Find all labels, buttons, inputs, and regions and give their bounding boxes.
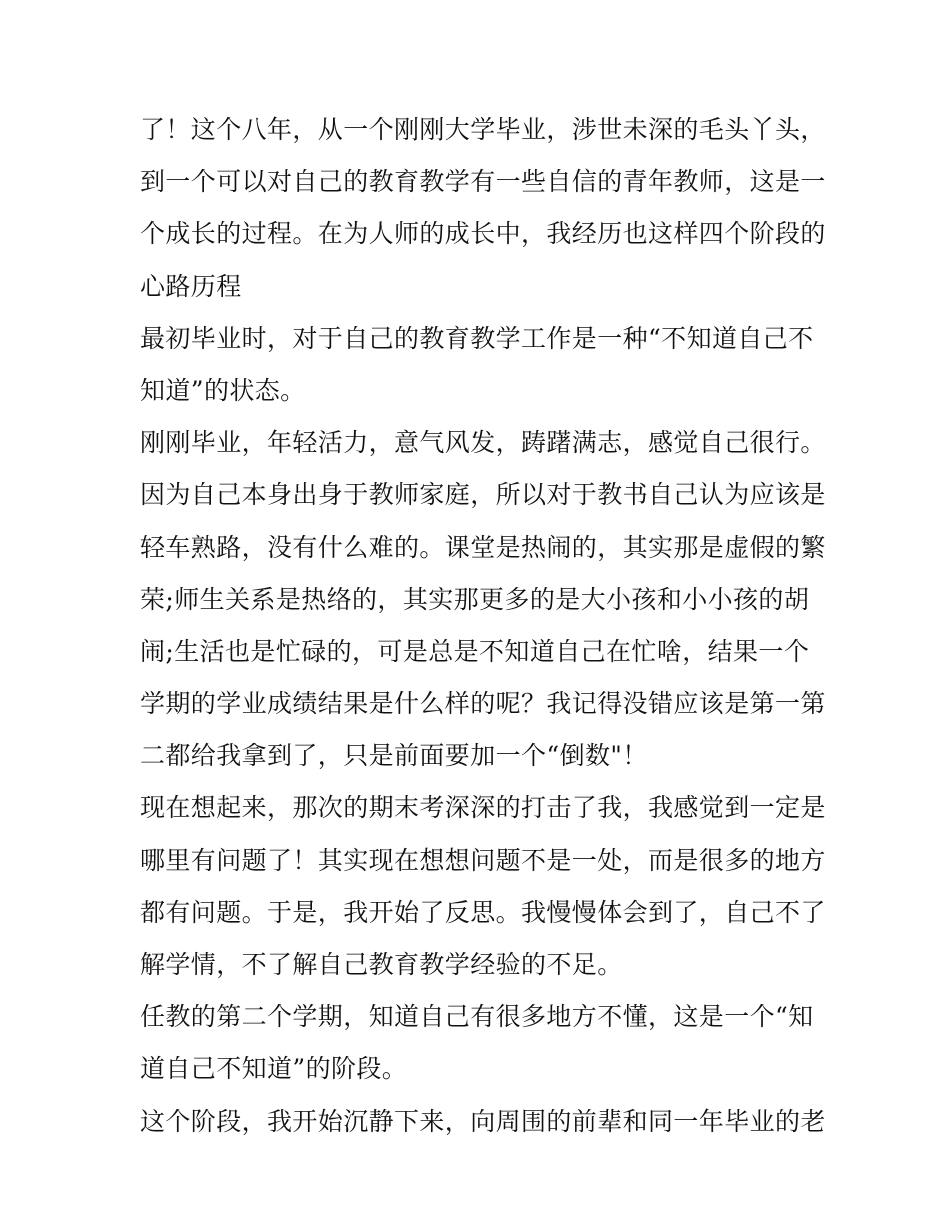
text-line: 闹;生活也是忙碌的，可是总是不知道自己在忙啥，结果一个 bbox=[140, 636, 810, 666]
text-line: 刚刚毕业，年轻活力，意气风发，踌躇满志，感觉自己很行。 bbox=[140, 428, 826, 458]
text-line: 个成长的过程。在为人师的成长中，我经历也这样四个阶段的 bbox=[140, 219, 826, 249]
text-line: 轻车熟路，没有什么难的。课堂是热闹的，其实那是虚假的繁 bbox=[140, 532, 826, 562]
text-line: 最初毕业时，对于自己的教育教学工作是一种“不知道自己不 bbox=[140, 323, 814, 353]
text-line: 学期的学业成绩结果是什么样的呢？我记得没错应该是第一第 bbox=[140, 689, 826, 719]
text-line: 解学情，不了解自己教育教学经验的不足。 bbox=[140, 950, 623, 979]
text-line: 心路历程 bbox=[140, 271, 242, 301]
text-line: 都有问题。于是，我开始了反思。我慢慢体会到了，自己不了 bbox=[140, 897, 826, 927]
text-line: 道自己不知道”的阶段。 bbox=[140, 1054, 408, 1084]
text-line: 任教的第二个学期，知道自己有很多地方不懂，这是一个“知 bbox=[140, 1002, 814, 1032]
body-text bbox=[140, 104, 830, 1148]
text-line: 现在想起来，那次的期末考深深的打击了我，我感觉到一定是 bbox=[140, 793, 826, 823]
text-line: 了！这个八年，从一个刚刚大学毕业，涉世未深的毛头丫头， bbox=[140, 115, 826, 144]
text-line: 知道”的状态。 bbox=[140, 375, 306, 405]
text-line: 到一个可以对自己的教育教学有一些自信的青年教师，这是一 bbox=[140, 167, 826, 197]
text-line: 哪里有问题了！其实现在想想问题不是一处，而是很多的地方 bbox=[140, 845, 826, 875]
text-line: 二都给我拿到了，只是前面要加一个“倒数"！ bbox=[140, 741, 648, 771]
text-line: 因为自己本身出身于教师家庭，所以对于教书自己认为应该是 bbox=[140, 480, 826, 510]
text-line: 荣;师生关系是热络的，其实那更多的是大小孩和小小孩的胡 bbox=[140, 584, 810, 614]
text-line: 这个阶段，我开始沉静下来，向周围的前辈和同一年毕业的老 bbox=[140, 1106, 826, 1136]
